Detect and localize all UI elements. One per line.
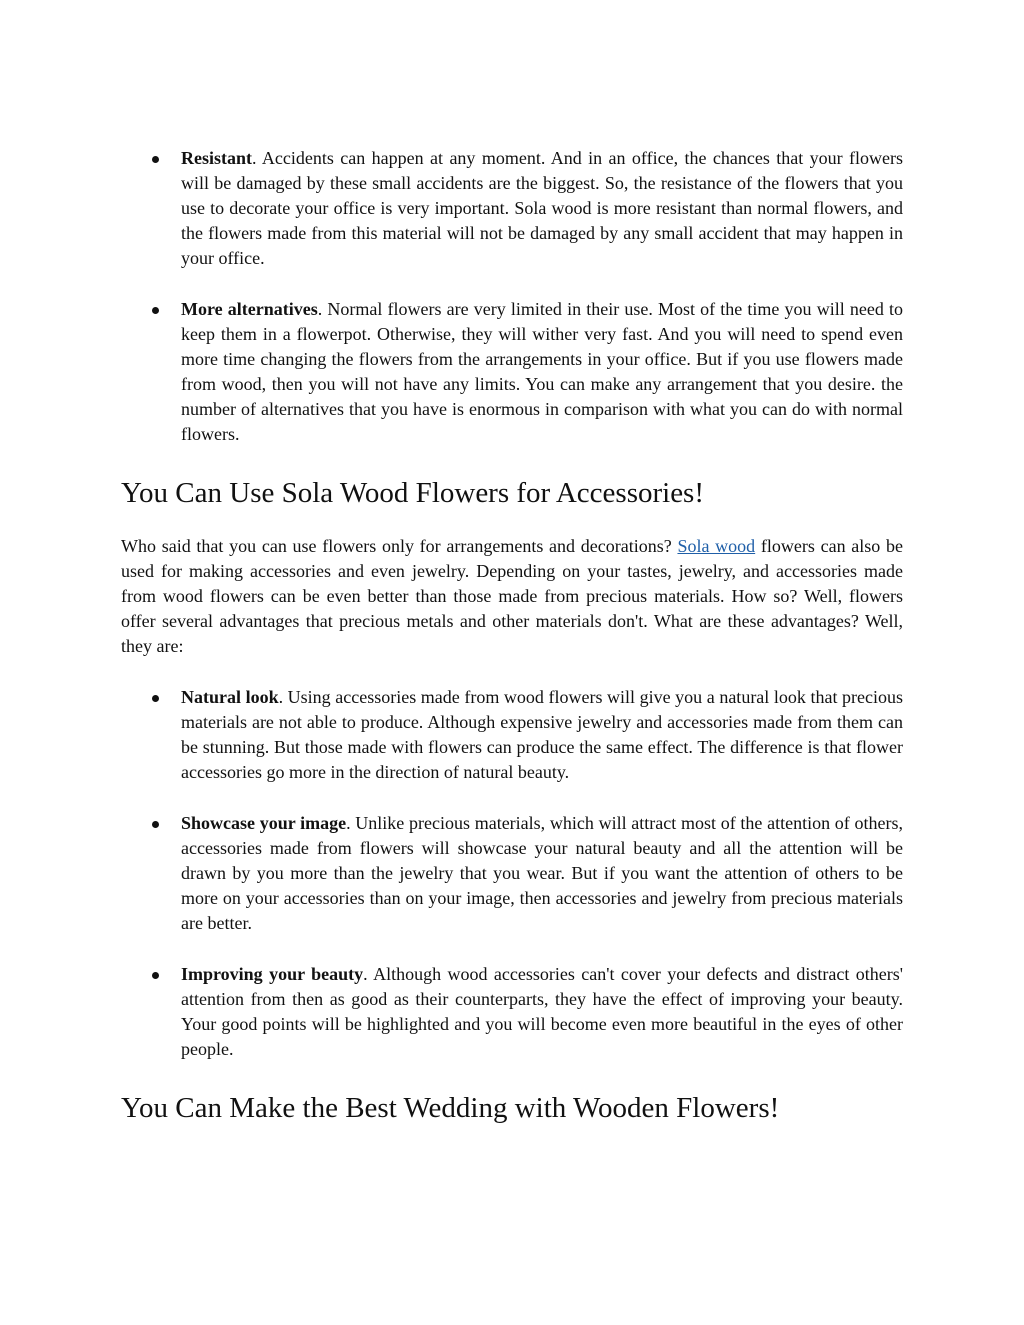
list-item-term: Improving your beauty (181, 964, 364, 984)
intro-text-before-link: Who said that you can use flowers only for arrangements and decorations? (121, 536, 678, 556)
bullet-icon (152, 972, 159, 979)
list-item-more-alternatives (121, 297, 903, 447)
list-item-text: . Accidents can happen at any moment. And in an office, the chances that your flowers will be damaged by these small accidents are the biggest. So, the resistance of the flowers that you use to decorate your office is very important. Sola wood is more resistant than normal flowers, and the flowers made from this material will not be damaged by any small accident that may happen in your office. (181, 148, 903, 268)
sola-wood-link[interactable]: Sola wood (677, 536, 756, 556)
list-item-text: . Although wood accessories can't cover your defects and distract others' attention from then as good as their counterparts, they have the effect of improving your beauty. Your good points will be highlighted and you will become even more beautiful in the eyes of other people. (181, 964, 903, 1059)
list-item-term: More alternatives (181, 299, 318, 319)
section-heading-accessories: You Can Use Sola Wood Flowers for Accessories! (121, 477, 705, 509)
list-item-resistant (121, 146, 903, 271)
list-item-natural-look (121, 685, 903, 785)
intro-paragraph (121, 534, 903, 659)
list-item-term: Showcase your image (181, 813, 347, 833)
bullet-icon (152, 307, 159, 314)
bullet-icon (152, 156, 159, 163)
bullet-icon (152, 695, 159, 702)
bullet-icon (152, 821, 159, 828)
list-item-text: . Normal flowers are very limited in their use. Most of the time you will need to keep them in a flowerpot. Otherwise, they will wither very fast. And you will need to spend even more time changing the flowers from the arrangements in your office. But if you use flowers made from wood, then you will not have any limits. You can make any arrangement that you desire. the number of alternatives that you have is enormous in comparison with what you can do with normal flowers. (181, 299, 903, 444)
list-item-improving-your-beauty (121, 962, 903, 1062)
list-item-term: Natural look (181, 687, 279, 707)
section-heading-wedding: You Can Make the Best Wedding with Wooden Flowers! (121, 1092, 780, 1124)
document-page (121, 146, 903, 1125)
list-item-showcase-your-image (121, 811, 903, 936)
list-item-text: . Unlike precious materials, which will attract most of the attention of others, accessories made from flowers will showcase your natural beauty and all the attention will be drawn by you more than the jewelry that you wear. But if you want the attention of others to be more on your accessories than on your image, then accessories and jewelry from precious materials are better. (181, 813, 903, 933)
list-item-text: . Using accessories made from wood flowers will give you a natural look that precious materials are not able to produce. Although expensive jewelry and accessories made from them can be stunning. But those made with flowers can produce the same effect. The difference is that flower accessories go more in the direction of natural beauty. (181, 687, 903, 782)
intro-text-after-link: flowers can also be used for making accessories and even jewelry. Depending on your tastes, jewelry, and accessories made from wood flowers can be even better than those made from precious materials. How so? Well, flowers offer several advantages that precious metals and other materials don't. What are these advantages? Well, they are: (121, 536, 903, 656)
list-item-term: Resistant (181, 148, 252, 168)
